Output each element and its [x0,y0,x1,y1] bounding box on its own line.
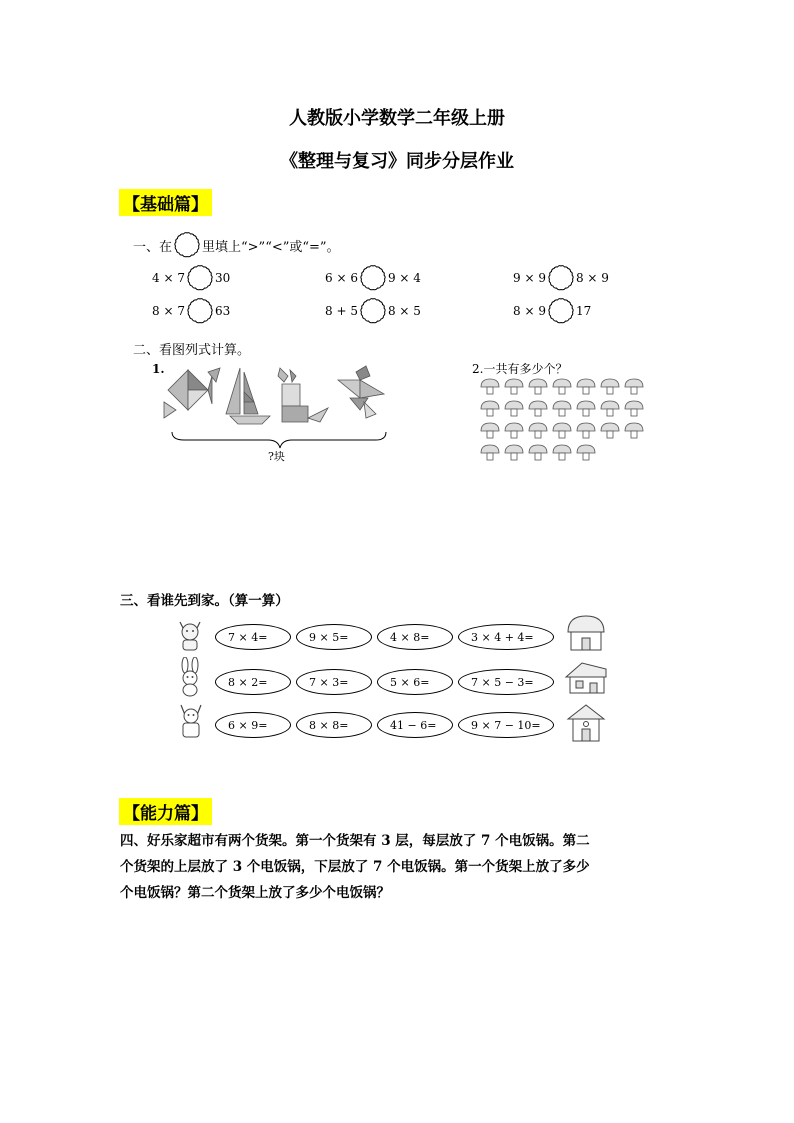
calc-oval[interactable]: 3 × 4 + 4= [458,624,554,650]
q1-prefix: 一、在 [133,239,173,255]
mushroom-row-3 [481,423,643,438]
section-ability-tag: 【能力篇】 [119,798,212,825]
mushroom-grid [478,376,658,464]
calc-oval[interactable]: 41 − 6= [377,712,453,738]
calc-oval[interactable]: 7 × 3= [296,669,372,695]
q4-text [120,828,680,906]
q3-title: 三、看谁先到家。（算一算） [120,593,289,609]
tangram-figures [160,362,400,462]
compare-item-3 [513,265,609,291]
q2-part2-label: 2.一共有多少个？ [472,362,568,376]
calc-oval[interactable]: 5 × 6= [377,669,453,695]
q2-part1-caption: ?块 [268,450,285,463]
calc-oval[interactable]: 9 × 7 − 10= [458,712,554,738]
compare-item-5 [325,298,421,324]
compare-item-4 [152,298,230,324]
compare-right: 8 × 5 [387,304,421,318]
q2-title: 二、看图列式计算。 [133,343,251,358]
q4-line: 个电饭锅？第二个货架上放了多少个电饭锅？ [120,885,390,901]
answer-circle-icon[interactable] [360,265,386,291]
compare-item-6 [513,298,591,324]
compare-left: 8 × 9 [513,304,546,318]
rabbit-icon [174,657,206,697]
compare-right: 8 × 9 [575,271,609,285]
mushroom-row-2 [481,401,643,416]
compare-right: 9 × 4 [387,271,421,285]
compare-right: 30 [214,271,231,285]
cat-icon [172,616,208,652]
q4-line: 个货架的上层放了 3 个电饭锅，下层放了 7 个电饭锅。第一个货架上放了多少 [120,859,590,875]
compare-left: 4 × 7 [152,271,185,285]
calc-oval[interactable]: 8 × 8= [296,712,372,738]
answer-circle-icon[interactable] [187,298,213,324]
answer-circle-icon[interactable] [187,265,213,291]
tangram-cat-icon [278,368,328,422]
calc-oval[interactable]: 4 × 8= [377,624,453,650]
compare-left: 9 × 9 [513,271,546,285]
q1-instruction [133,232,340,258]
mushroom-row-4 [481,445,595,460]
compare-right: 63 [214,304,231,318]
page-subtitle: 《整理与复习》同步分层作业 [280,151,514,172]
compare-left: 8 + 5 [325,304,358,318]
calc-oval[interactable]: 7 × 4= [215,624,291,650]
calc-oval[interactable]: 7 × 5 − 3= [458,669,554,695]
compare-left: 6 × 6 [325,271,358,285]
brace-icon [172,432,386,448]
house-icon [564,703,608,743]
tangram-bird-icon [338,366,384,418]
house-icon [562,612,610,652]
mushroom-row-1 [481,379,643,394]
calc-oval[interactable]: 8 × 2= [215,669,291,695]
section-basic-tag: 【基础篇】 [119,189,212,216]
tangram-boat-icon [226,368,270,424]
calc-oval[interactable]: 9 × 5= [296,624,372,650]
compare-left: 8 × 7 [152,304,185,318]
tangram-fish-icon [164,368,220,418]
answer-circle-icon[interactable] [548,298,574,324]
scallop-circle-icon [174,232,200,258]
calc-oval[interactable]: 6 × 9= [215,712,291,738]
q1-suffix: 里填上“>”“<”或“=”。 [202,239,340,255]
page-title: 人教版小学数学二年级上册 [289,108,505,129]
house-icon [562,659,610,697]
q4-line: 四、好乐家超市有两个货架。第一个货架有 3 层，每层放了 7 个电饭锅。第二 [120,833,590,849]
q2-part1-label: 1. [152,362,165,376]
answer-circle-icon[interactable] [360,298,386,324]
compare-item-2 [325,265,421,291]
answer-circle-icon[interactable] [548,265,574,291]
compare-item-1 [152,265,230,291]
compare-right: 17 [575,304,592,318]
dog-icon [174,701,208,739]
